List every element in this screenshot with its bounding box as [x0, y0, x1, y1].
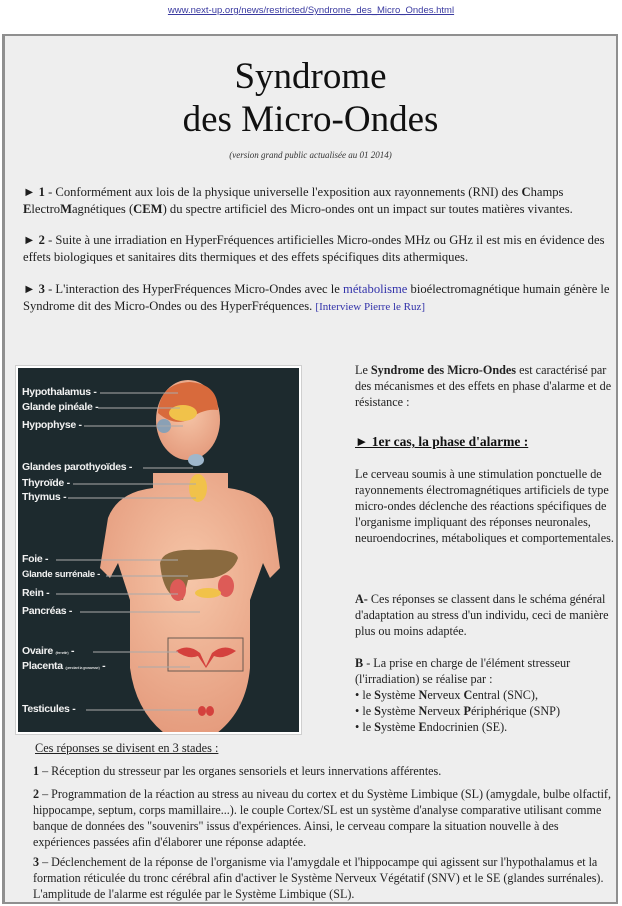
- interview-link[interactable]: [Interview Pierre le Ruz]: [315, 301, 426, 313]
- point-1-marker: ► 1: [23, 185, 45, 199]
- body-silhouette: [100, 473, 280, 734]
- thyroid: [188, 454, 204, 466]
- label-hypophyse: Hypophyse -: [22, 419, 82, 431]
- label-thymus: Thymus -: [22, 491, 67, 503]
- brain-inner: [169, 405, 197, 421]
- label-testicules: Testicules -: [22, 703, 76, 715]
- system-snp: • le Système Nerveux Périphérique (SNP): [355, 704, 561, 718]
- label-placenta: Placenta (pendant la grossesse) -: [22, 660, 106, 672]
- system-snc: • le Système Nerveux Central (SNC),: [355, 688, 539, 702]
- stage-1: 1 – Réception du stresseur par les organes sensoriels et leurs innervations afférentes.: [33, 764, 442, 778]
- testis-left: [198, 706, 206, 716]
- label-pancreas: Pancréas -: [22, 605, 73, 617]
- kidney-left: [170, 579, 186, 601]
- endocrine-anatomy-figure: [16, 366, 301, 734]
- stage-3: 3 – Déclenchement de la réponse de l'organisme via l'amygdale et l'hippocampe qui agissent sur l'hypothalamus et la formation réticulée du tronc cérébral afin d'activer le Système Nerveux Végétatif (SNV) et le SE (glandes surrénales). L'amplitude de l'alarme est régulée par le Système Limbique (SL).: [33, 855, 604, 901]
- point-3: ► 3 - L'interaction des HyperFréquences Micro-Ondes avec le métabolisme bioélectromagnétique humain génère le Syndrome dit des Micro-Ondes ou des HyperFréquences. [Interview Pierre le Ruz]: [23, 282, 610, 313]
- label-hypothalamus: Hypothalamus -: [22, 386, 97, 398]
- point-1: ► 1 - Conformément aux lois de la physique universelle l'exposition aux rayonnements (RNI) des Champs ElectroMagnétiques (CEM) du spectre artificiel des Micro-ondes ont un impact sur toutes matières vivantes.: [23, 185, 573, 216]
- label-glandes-parothyoides: Glandes parothyoïdes -: [22, 461, 133, 473]
- pancreas: [195, 588, 221, 598]
- page-title-line2: des Micro-Ondes: [182, 99, 439, 140]
- point-2-marker: ► 2: [23, 233, 45, 247]
- alarm-phase-heading: ► 1er cas, la phase d'alarme :: [355, 434, 529, 449]
- label-thyroide: Thyroïde -: [22, 477, 70, 489]
- point-2: ► 2 - Suite à une irradiation en HyperFréquences artificielles Micro-ondes MHz ou GHz il est mis en évidence des effets biologiques et sanitaires dits thermiques et des effets spécifiques dits athermiques.: [23, 233, 605, 264]
- point-b: B - La prise en charge de l'élément stresseur (l'irradiation) se réalise par :: [355, 656, 571, 686]
- document-page: [2, 34, 618, 904]
- label-glande-pineale: Glande pinéale -: [22, 401, 99, 413]
- system-se: • le Système Endocrinien (SE).: [355, 720, 508, 734]
- stages-heading: Ces réponses se divisent en 3 stades :: [35, 741, 219, 755]
- source-url-link[interactable]: www.next-up.org/news/restricted/Syndrome_des_Micro_Ondes.html: [167, 5, 455, 16]
- testis-right: [206, 706, 214, 716]
- point-a: A- Ces réponses se classent dans le schéma général d'adaptation au stress d'un individu, ceci de manière plus ou moins adaptée.: [355, 592, 609, 638]
- version-subtitle: (version grand public actualisée au 01 2014): [229, 150, 392, 160]
- label-rein: Rein -: [22, 587, 50, 599]
- label-glande-surrenale: Glande surrénale -: [22, 569, 101, 580]
- syndrome-intro: Le Syndrome des Micro-Ondes est caractérisé par des mécanismes et des effets en phase d'alarme et de résistance :: [355, 363, 612, 409]
- alarm-phase-text: Le cerveau soumis à une stimulation ponctuelle de rayonnements électromagnétiques artificiels de type micro-ondes déclenche des réactions spécifiques de l'organisme impliquant des réponses neuronales, neuroendocrines, métaboliques et comportementales.: [355, 467, 614, 545]
- label-foie: Foie -: [22, 553, 49, 565]
- point-3-marker: ► 3: [23, 282, 45, 296]
- page-title-line1: Syndrome: [234, 56, 387, 97]
- stage-2: 2 – Programmation de la réaction au stress au niveau du cortex et du Système Limbique (SL) (amygdale, bulbe olfactif, hippocampe, septum, corps mamillaire...). le couple Cortex/SL est un système d'analyse comparative utilisant comme banque de données des "souvenirs" issus d'expériences. Ainsi, le cerveau compare la situation nouvelle à des expériences passées afin d'élaborer une réponse adaptée.: [33, 787, 611, 849]
- metabolisme-link[interactable]: métabolisme: [343, 282, 408, 296]
- label-ovaire: Ovaire (femelle) -: [22, 645, 75, 657]
